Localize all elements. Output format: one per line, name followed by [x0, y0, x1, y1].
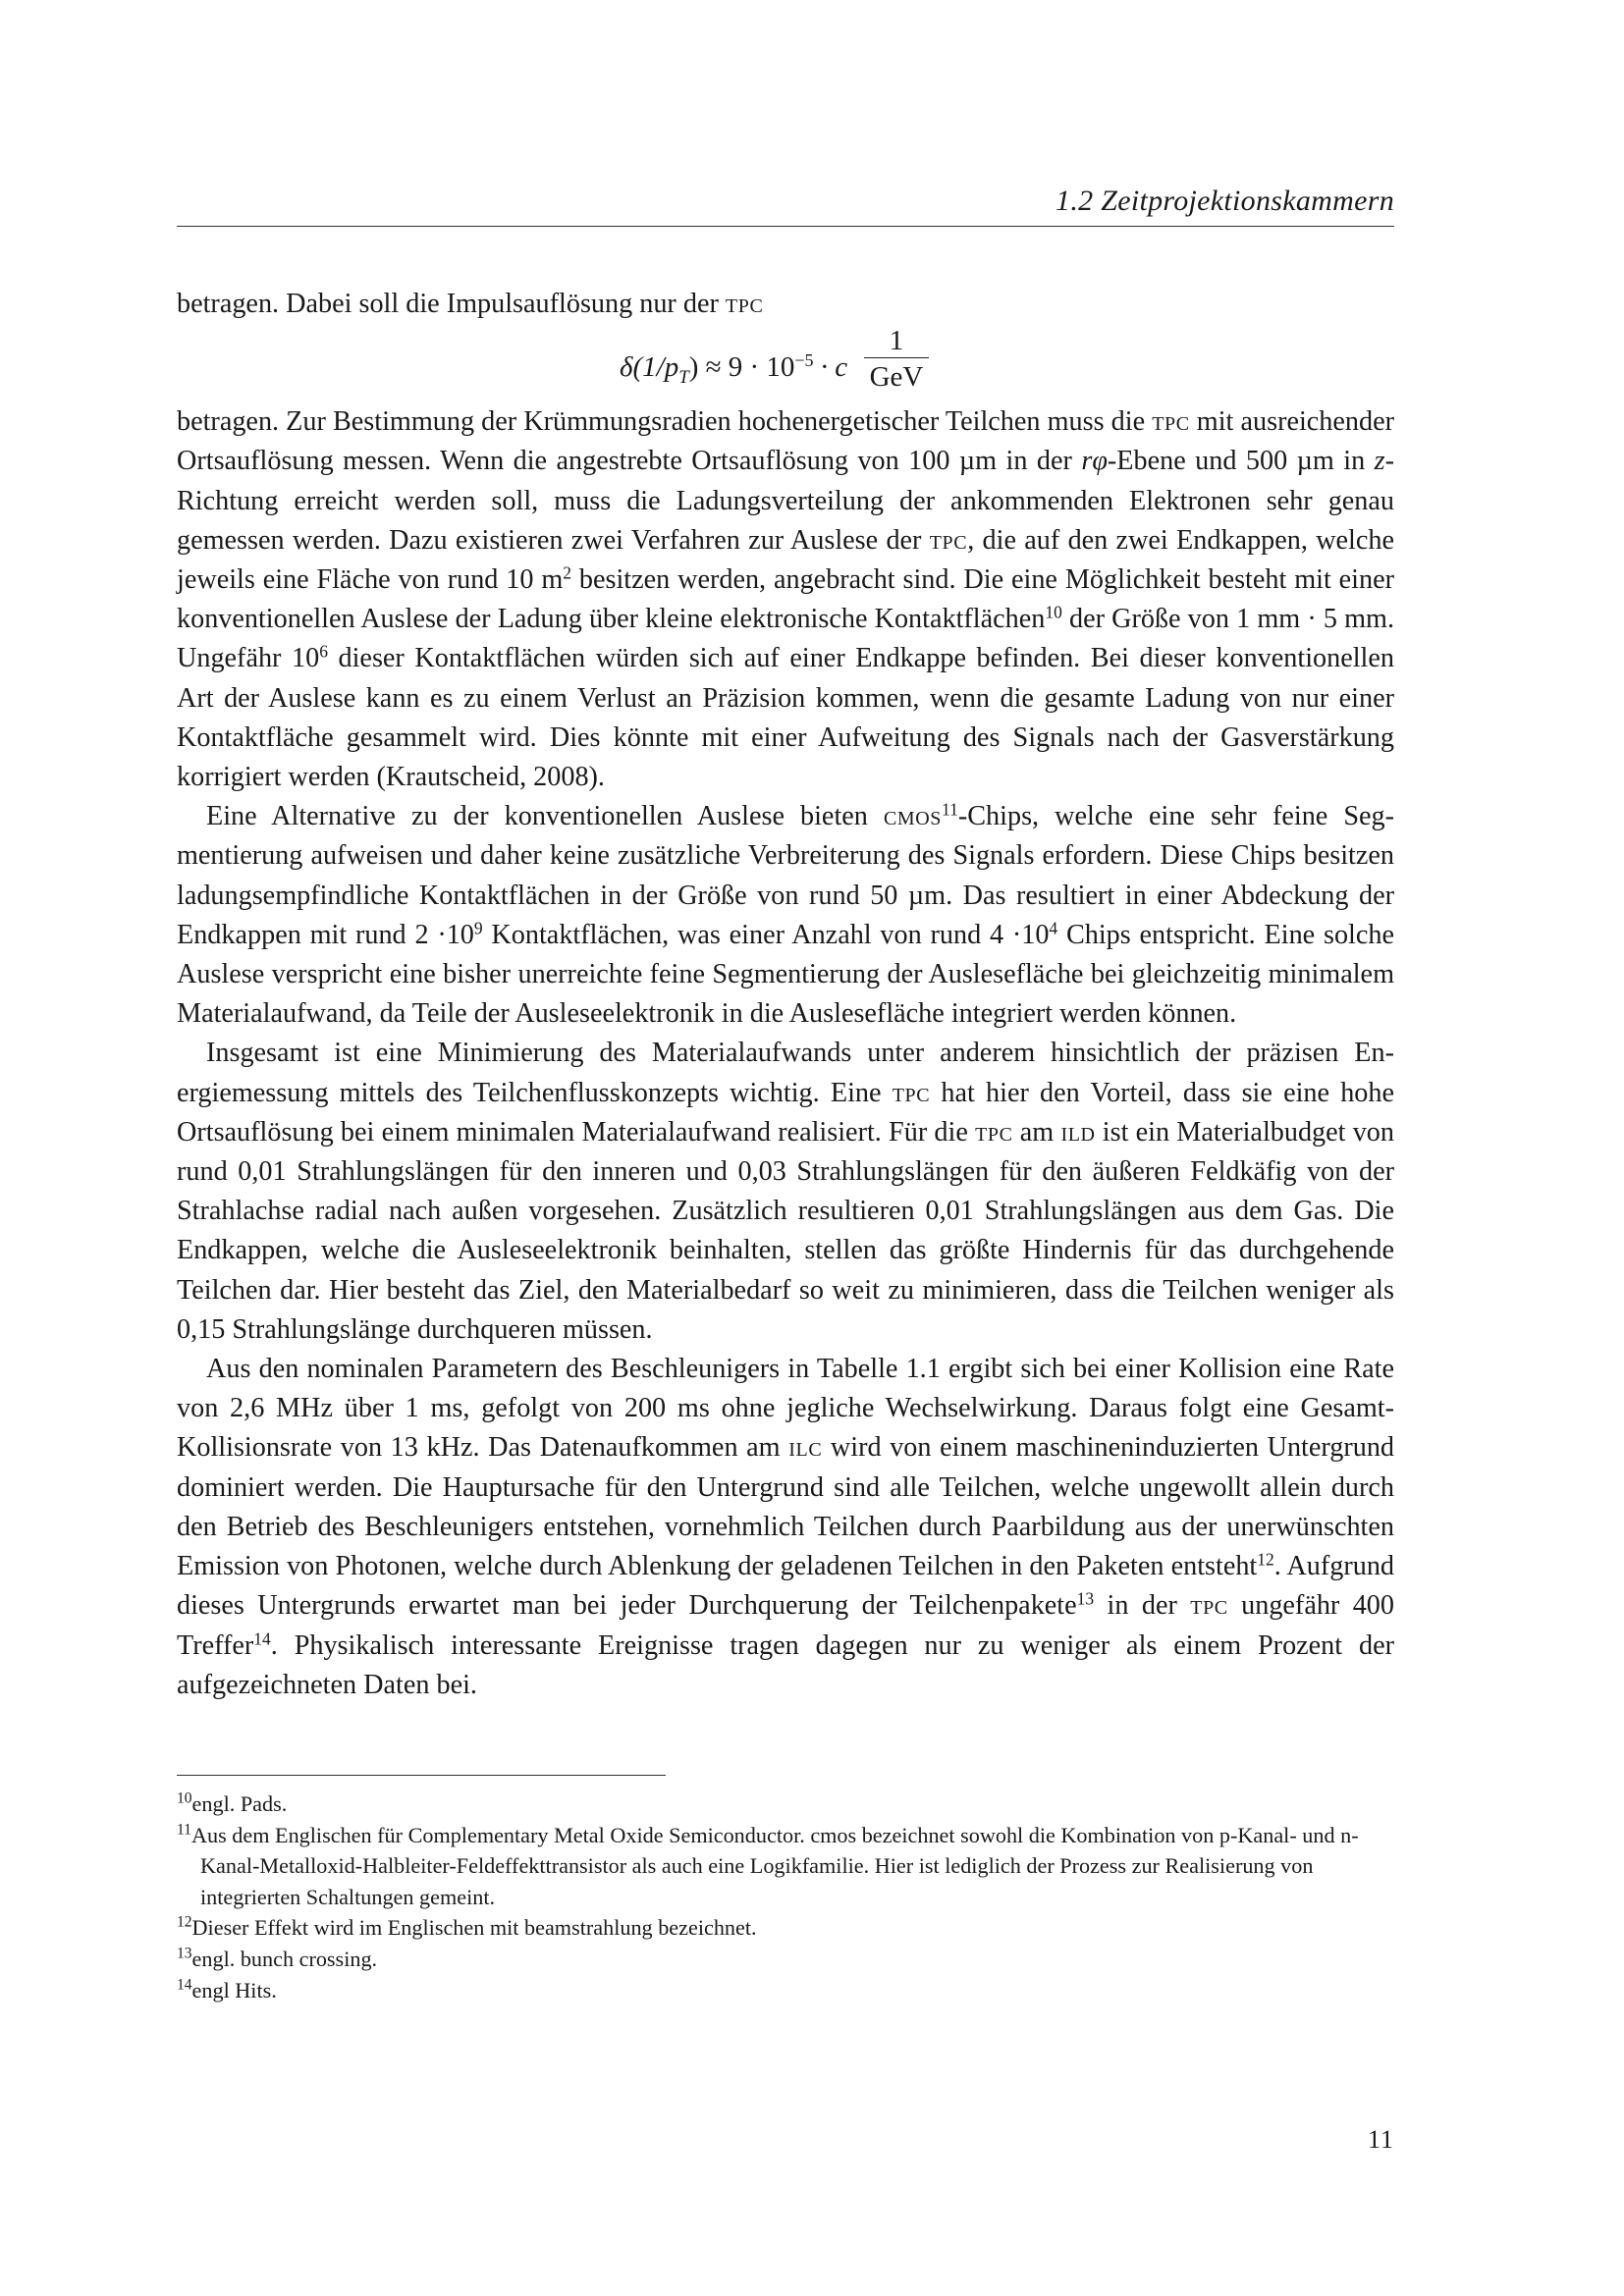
- footnote-ref-13: 13: [1076, 1588, 1095, 1609]
- footnote-14: $^{14}$engl Hits.: [177, 1976, 277, 2002]
- paragraph-4: Aus den nominalen Parametern des Beschleunigers in Tabelle 1.1 ergibt sich bei einer Kollision eine Rate von 2,6 MHz über 1 ms, gefolgt von 200 ms ohne jegliche Wechselwirkung. Daraus folgt eine Gesamt-Kollisionsrate von 13 kHz. Das Datenaufkommen am ilc wird von einem maschineninduzierten Untergrund dominiert werden. Die Hauptursache für den Untergrund sind alle Teilchen, welche ungewollt allein durch den Betrieb des Beschleunigers entstehen, vornehmlich Teilchen durch Paarbildung aus der unerwünschten Emission von Photonen, welche durch Ablenkung der geladenen Teilchen in den Paketen entsteht$^{12}$. Aufgrund dieses Untergrunds erwartet man bei jeder Durchquerung der Teilchenpakete$^{13}$ in der tpc ungefähr 400 Treffer$^{14}$. Physikalisch interessante Ereignisse tragen dagegen nur zu weniger als einem Prozent der aufgezeichneten Daten bei.: [177, 1354, 1395, 1700]
- footnote-rule: [177, 1775, 666, 1776]
- fraction-numerator: 1: [889, 325, 904, 357]
- paragraph-2: Eine Alternative zu der konventionellen Auslese bieten cmos$^{11}$-Chips, welche eine sehr feine Segmentierung aufweisen und daher keine zusätzliche Verbreiterung des Signals erfordern. Diese Chips besitzen ladungsempfindliche Kontaktflächen in der Größe von rund 50 µm. Das resultiert in einer Abdeckung der Endkappen mit rund $2 \cdot 10^9$ Kontaktflächen, was einer Anzahl von rund $4 \cdot 10^4$ Chips entspricht. Eine solche Auslese verspricht eine bisher unerreichte feine Segmentierung der Auslesefläche bei gleichzeitig minimalem Materialaufwand, da Teile der Ausleseelektronik in die Auslesefläche integriert werden können.: [177, 799, 1395, 1030]
- footnote-10: $^{10}$engl. Pads.: [177, 1789, 288, 1816]
- footnote-ref-14: 14: [253, 1628, 271, 1648]
- page-number: 11: [1367, 2125, 1394, 2154]
- body-text: [177, 285, 1394, 1705]
- footnote-13: $^{13}$engl. bunch crossing.: [177, 1945, 378, 1971]
- running-header-title: 1.2 Zeitprojektionskammern: [1056, 185, 1394, 217]
- footnote-12: $^{12}$Dieser Effekt wird im Englischen mit beamstrahlung bezeichnet.: [177, 1913, 757, 1941]
- running-header: [177, 183, 1394, 227]
- fraction-denominator: GeV: [869, 361, 924, 394]
- footnotes: [177, 1789, 1394, 2005]
- footnote-11: $^{11}$Aus dem Englischen für Complementary Metal Oxide Semiconductor. cmos bezeichnet sowohl die Kombination von p-Kanal- und n-Kanal-Metalloxid-Halbleiter-Feldeffekttransistor als auch eine Logikfamilie. Hier ist lediglich der Prozess zur Realisierung von integrierten Schaltungen gemeint.: [177, 1821, 1359, 1909]
- footnote-ref-10: 10: [1045, 602, 1062, 622]
- formula-lhs: $\delta(1/p_T) \approx 9 \cdot 10^{-5} \cdot c$: [620, 350, 848, 388]
- formula-fraction: [862, 324, 931, 396]
- paragraph-1: betragen. Zur Bestimmung der Krümmungsradien hochenergetischer Teilchen muss die tpc mit ausreichender Ortsauflösung messen. Wenn die angestrebte Ortsauflösung von 100 µm in der rφ-Ebene und 500 µm in z-Richtung erreicht werden soll, muss die Ladungsverteilung der ankommenden Elektronen sehr genau gemessen werden. Dazu existieren zwei Verfahren zur Auslese der tpc, die auf den zwei Endkappen, welche jeweils eine Fläche von rund 10 $m^2$ besitzen werden, angebracht sind. Die eine Möglichkeit besteht mit einer konventionellen Auslese der Ladung über kleine elektronische Kontaktflächen$^{10}$ der Größe von 1 mm · 5 mm. Ungefähr $10^6$ dieser Kontaktflächen würden sich auf einer Endkappe befinden. Bei dieser konventionellen Art der Auslese kann es zu einem Verlust an Präzision kommen, wenn die gesamte Ladung von nur einer Kontaktfläche gesammelt wird. Dies könnte mit einer Aufweitung des Signals nach der Gasverstärkung korrigiert werden (Krautscheid, 2008).: [177, 406, 1395, 793]
- momentum-resolution-formula: [177, 325, 1394, 402]
- footnote-ref-12: 12: [1257, 1549, 1274, 1570]
- footnote-ref-11: 11: [942, 799, 958, 820]
- intro-line: betragen. Dabei soll die Impulsauflösung nur der tpc: [177, 289, 764, 319]
- paragraph-3: Insgesamt ist eine Minimierung des Materialaufwands unter anderem hinsichtlich der präzisen Energiemessung mittels des Teilchenflusskonzepts wichtig. Eine tpc hat hier den Vorteil, dass sie eine hohe Ortsauflösung bei einem minimalen Materialaufwand realisiert. Für die tpc am ild ist ein Materialbudget von rund 0,01 Strahlungslängen für den inneren und 0,03 Strahlungslängen für den äußeren Feldkäfig von der Strahlachse radial nach außen vorgesehen. Zusätzlich resultieren 0,01 Strahlungslängen aus dem Gas. Die Endkappen, welche die Ausleseelektronik beinhalten, stellen das größte Hindernis für das durchgehende Teilchen dar. Hier besteht das Ziel, den Materialbedarf so weit zu minimieren, dass die Teilchen weniger als 0,15 Strahlungslänge durchqueren müssen.: [177, 1038, 1395, 1345]
